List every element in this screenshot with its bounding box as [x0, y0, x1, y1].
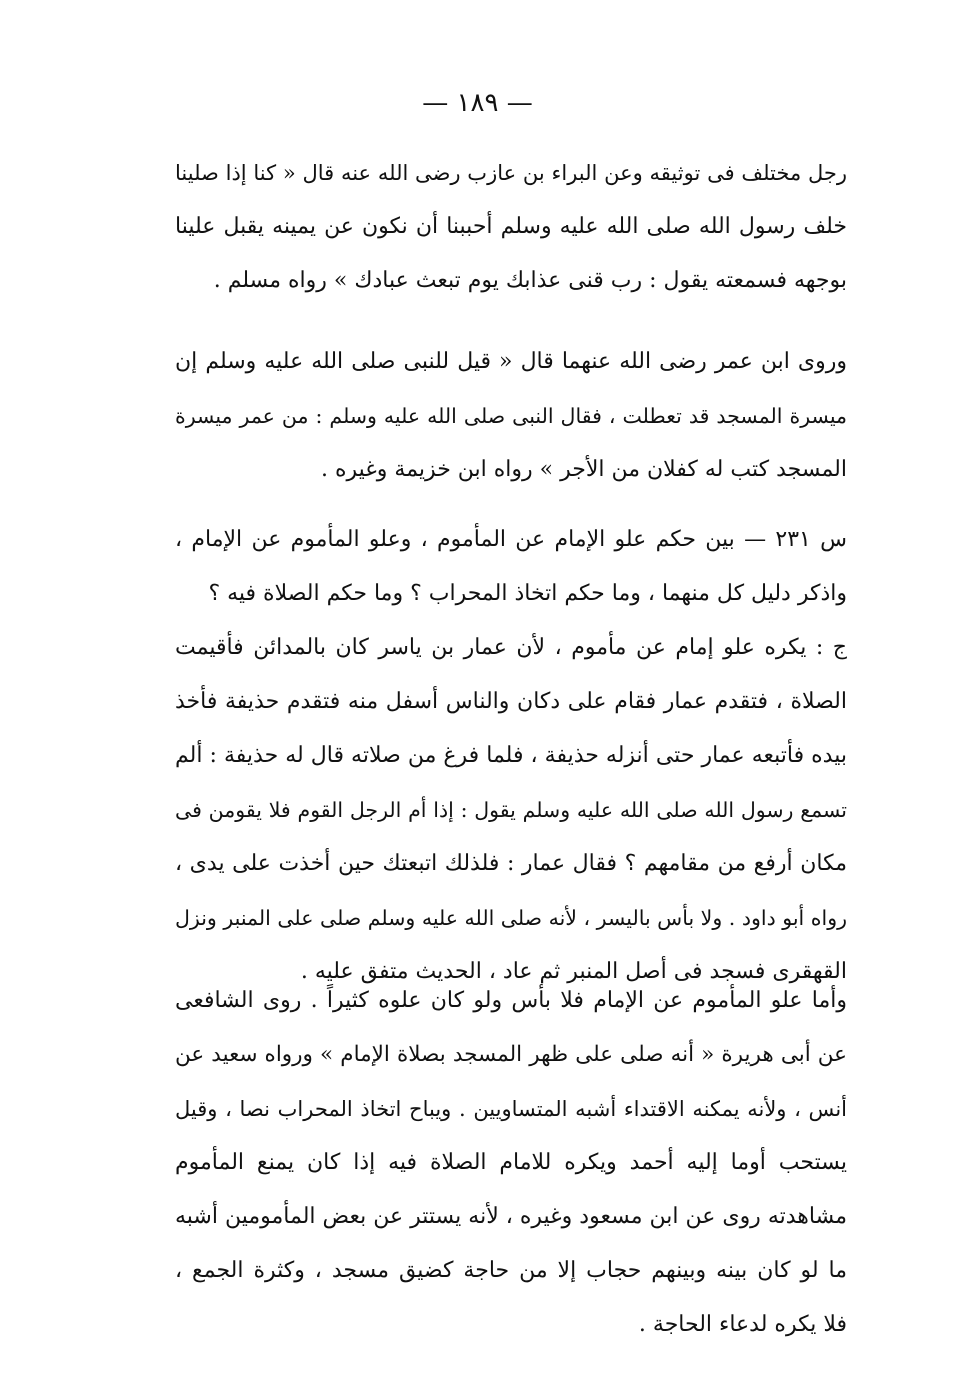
text-line: وأما علو المأموم عن الإمام فلا بأس ولو كان علوه كثيراً . روى الشافعى: [175, 988, 847, 1013]
text-line: عن أبى هريرة « أنه صلى على ظهر المسجد بصلاة الإمام » ورواه سعيد عن: [175, 1042, 847, 1067]
text-line: مكان أرفع من مقامهم ؟ فقال عمار : فلذلك اتبعتك حين أخذت على يدى ،: [175, 851, 847, 876]
text-line: خلف رسول الله صلى الله عليه وسلم أحببنا أن نكون عن يمينه يقبل علينا: [175, 214, 847, 239]
text-line: رجل مختلف فى توثيقه وعن البراء بن عازب رضى الله عنه قال « كنا إذا صلينا: [175, 161, 847, 185]
text-line: المسجد كتب له كفلان من الأجر » رواه ابن خزيمة وغيره .: [321, 457, 847, 482]
text-line: واذكر دليل كل منهما ، وما حكم اتخاذ المحراب ؟ وما حكم الصلاة فيه ؟: [208, 581, 847, 606]
page-number: — ١٨٩ —: [422, 88, 533, 118]
text-line: بيده فأتبعه عمار حتى أنزله حذيفة ، فلما فرغ من صلاته قال له حذيفة : ألم: [175, 743, 847, 768]
text-line: بوجهه فسمعته يقول : رب قنى عذابك يوم تبعث عبادك » رواه مسلم .: [213, 268, 847, 293]
paragraph-1: [175, 146, 847, 308]
answer-paragraph: [175, 621, 847, 999]
text-line: ميسرة المسجد قد تعطلت ، فقال النبى صلى الله عليه وسلم : من عمر ميسرة: [175, 404, 847, 428]
text-line: رواه أبو داود . ولا بأس باليسر ، لأنه صلى الله عليه وسلم صلى على المنبر ونزل: [175, 906, 847, 930]
text-line: وروى ابن عمر رضى الله عنهما قال « قيل للنبى صلى الله عليه وسلم إن: [175, 349, 847, 374]
text-line: تسمع رسول الله صلى الله عليه وسلم يقول : إذا أم الرجل القوم فلا يقومن فى: [175, 798, 847, 822]
paragraph-2: [175, 335, 847, 497]
text-line: الصلاة ، فتقدم عمار فقام على دكان والناس أسفل منه فتقدم حذيفة فأخذ: [175, 689, 847, 714]
text-line: القهقرى فسجد فى أصل المنبر ثم عاد ، الحديث متفق عليه .: [300, 959, 847, 984]
text-line: س ٢٣١ — بين حكم علو الإمام عن المأموم ، وعلو المأموم عن الإمام ،: [175, 527, 847, 552]
text-line: مشاهدته روى عن ابن مسعود وغيره ، لأنه يستتر عن بعض المأمومين أشبه: [175, 1204, 847, 1229]
text-line: ج : يكره علو إمام عن مأموم ، لأن عمار بن ياسر كان بالمدائن فأقيمت: [175, 635, 847, 660]
text-line: فلا يكره لدعاء الحاجة .: [638, 1312, 847, 1337]
question-paragraph: [175, 513, 847, 621]
paragraph-5: [175, 974, 847, 1352]
text-line: أنس ، ولأنه يمكنه الاقتداء أشبه المتساويين . ويباح اتخاذ المحراب نصا ، وقيل: [175, 1097, 847, 1121]
text-line: ما لو كان بينه وبينهم حجاب إلا من حاجة كضيق مسجد ، وكثرة الجمع ،: [175, 1258, 847, 1283]
text-line: يستحب أوما إليه أحمد ويكره للامام الصلاة فيه إذا كان يمنع المأموم: [175, 1150, 847, 1175]
